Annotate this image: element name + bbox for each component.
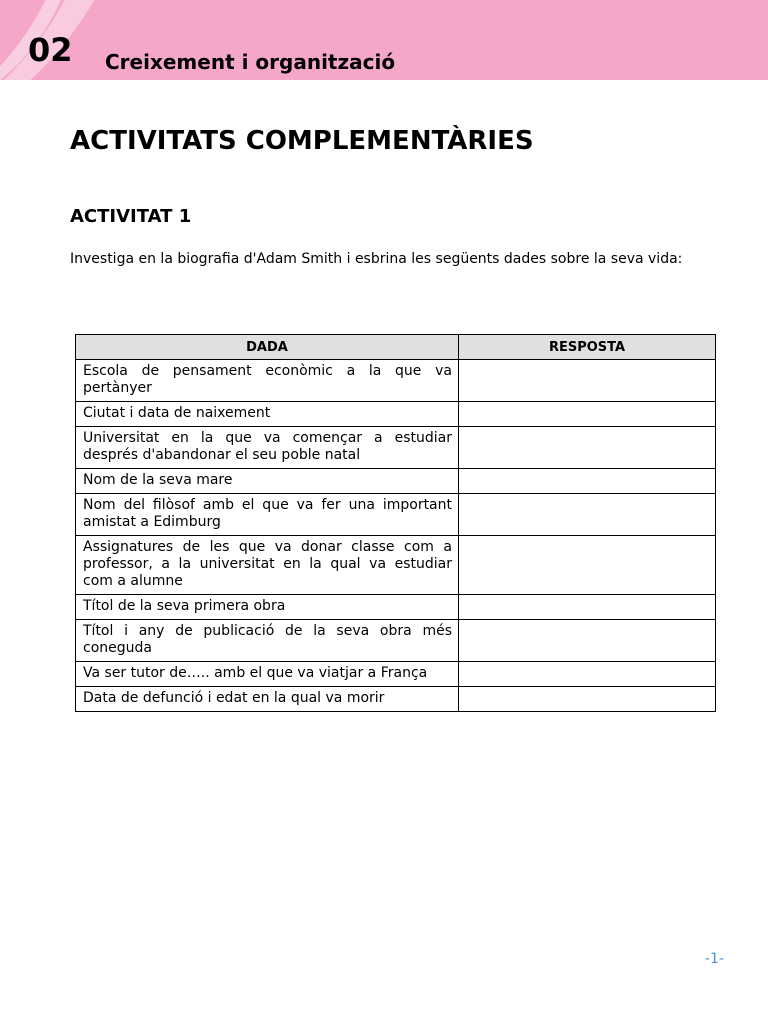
answer-cell[interactable]	[459, 620, 716, 662]
answer-cell[interactable]	[459, 595, 716, 620]
table-row	[76, 620, 716, 662]
page-number: -1-	[704, 951, 724, 967]
answer-cell[interactable]	[459, 402, 716, 427]
page-title: ACTIVITATS COMPLEMENTÀRIES	[70, 126, 534, 156]
answer-cell[interactable]	[459, 427, 716, 469]
table-header-row	[76, 335, 716, 360]
question-cell: Assignatures de les que va donar classe com a professor, a la universitat en la qual va estudiar com a alumne	[76, 536, 459, 595]
header-band	[0, 0, 768, 80]
chapter-number: 02	[28, 31, 73, 69]
table-row	[76, 595, 716, 620]
answer-cell[interactable]	[459, 662, 716, 687]
column-header-dada: DADA	[76, 335, 459, 360]
activity-intro: Investiga en la biografia d'Adam Smith i esbrina les següents dades sobre la seva vida:	[70, 251, 683, 267]
table-row	[76, 687, 716, 712]
question-cell: Nom del filòsof amb el que va fer una important amistat a Edimburg	[76, 494, 459, 536]
activity-title: ACTIVITAT 1	[70, 206, 192, 227]
question-cell: Nom de la seva mare	[76, 469, 459, 494]
table-row	[76, 494, 716, 536]
answer-cell[interactable]	[459, 360, 716, 402]
question-cell: Títol de la seva primera obra	[76, 595, 459, 620]
table-row	[76, 469, 716, 494]
column-header-resposta: RESPOSTA	[459, 335, 716, 360]
question-cell: Títol i any de publicació de la seva obra més coneguda	[76, 620, 459, 662]
question-cell: Universitat en la que va començar a estudiar després d'abandonar el seu poble natal	[76, 427, 459, 469]
question-cell: Va ser tutor de….. amb el que va viatjar a França	[76, 662, 459, 687]
table-row	[76, 662, 716, 687]
table-row	[76, 360, 716, 402]
table-row	[76, 536, 716, 595]
table-row	[76, 427, 716, 469]
answer-cell[interactable]	[459, 687, 716, 712]
question-cell: Data de defunció i edat en la qual va morir	[76, 687, 459, 712]
chapter-title: Creixement i organització	[105, 50, 396, 74]
table-row	[76, 402, 716, 427]
answer-cell[interactable]	[459, 469, 716, 494]
answer-cell[interactable]	[459, 494, 716, 536]
question-cell: Ciutat i data de naixement	[76, 402, 459, 427]
data-table	[75, 334, 716, 712]
question-cell: Escola de pensament econòmic a la que va pertànyer	[76, 360, 459, 402]
answer-cell[interactable]	[459, 536, 716, 595]
